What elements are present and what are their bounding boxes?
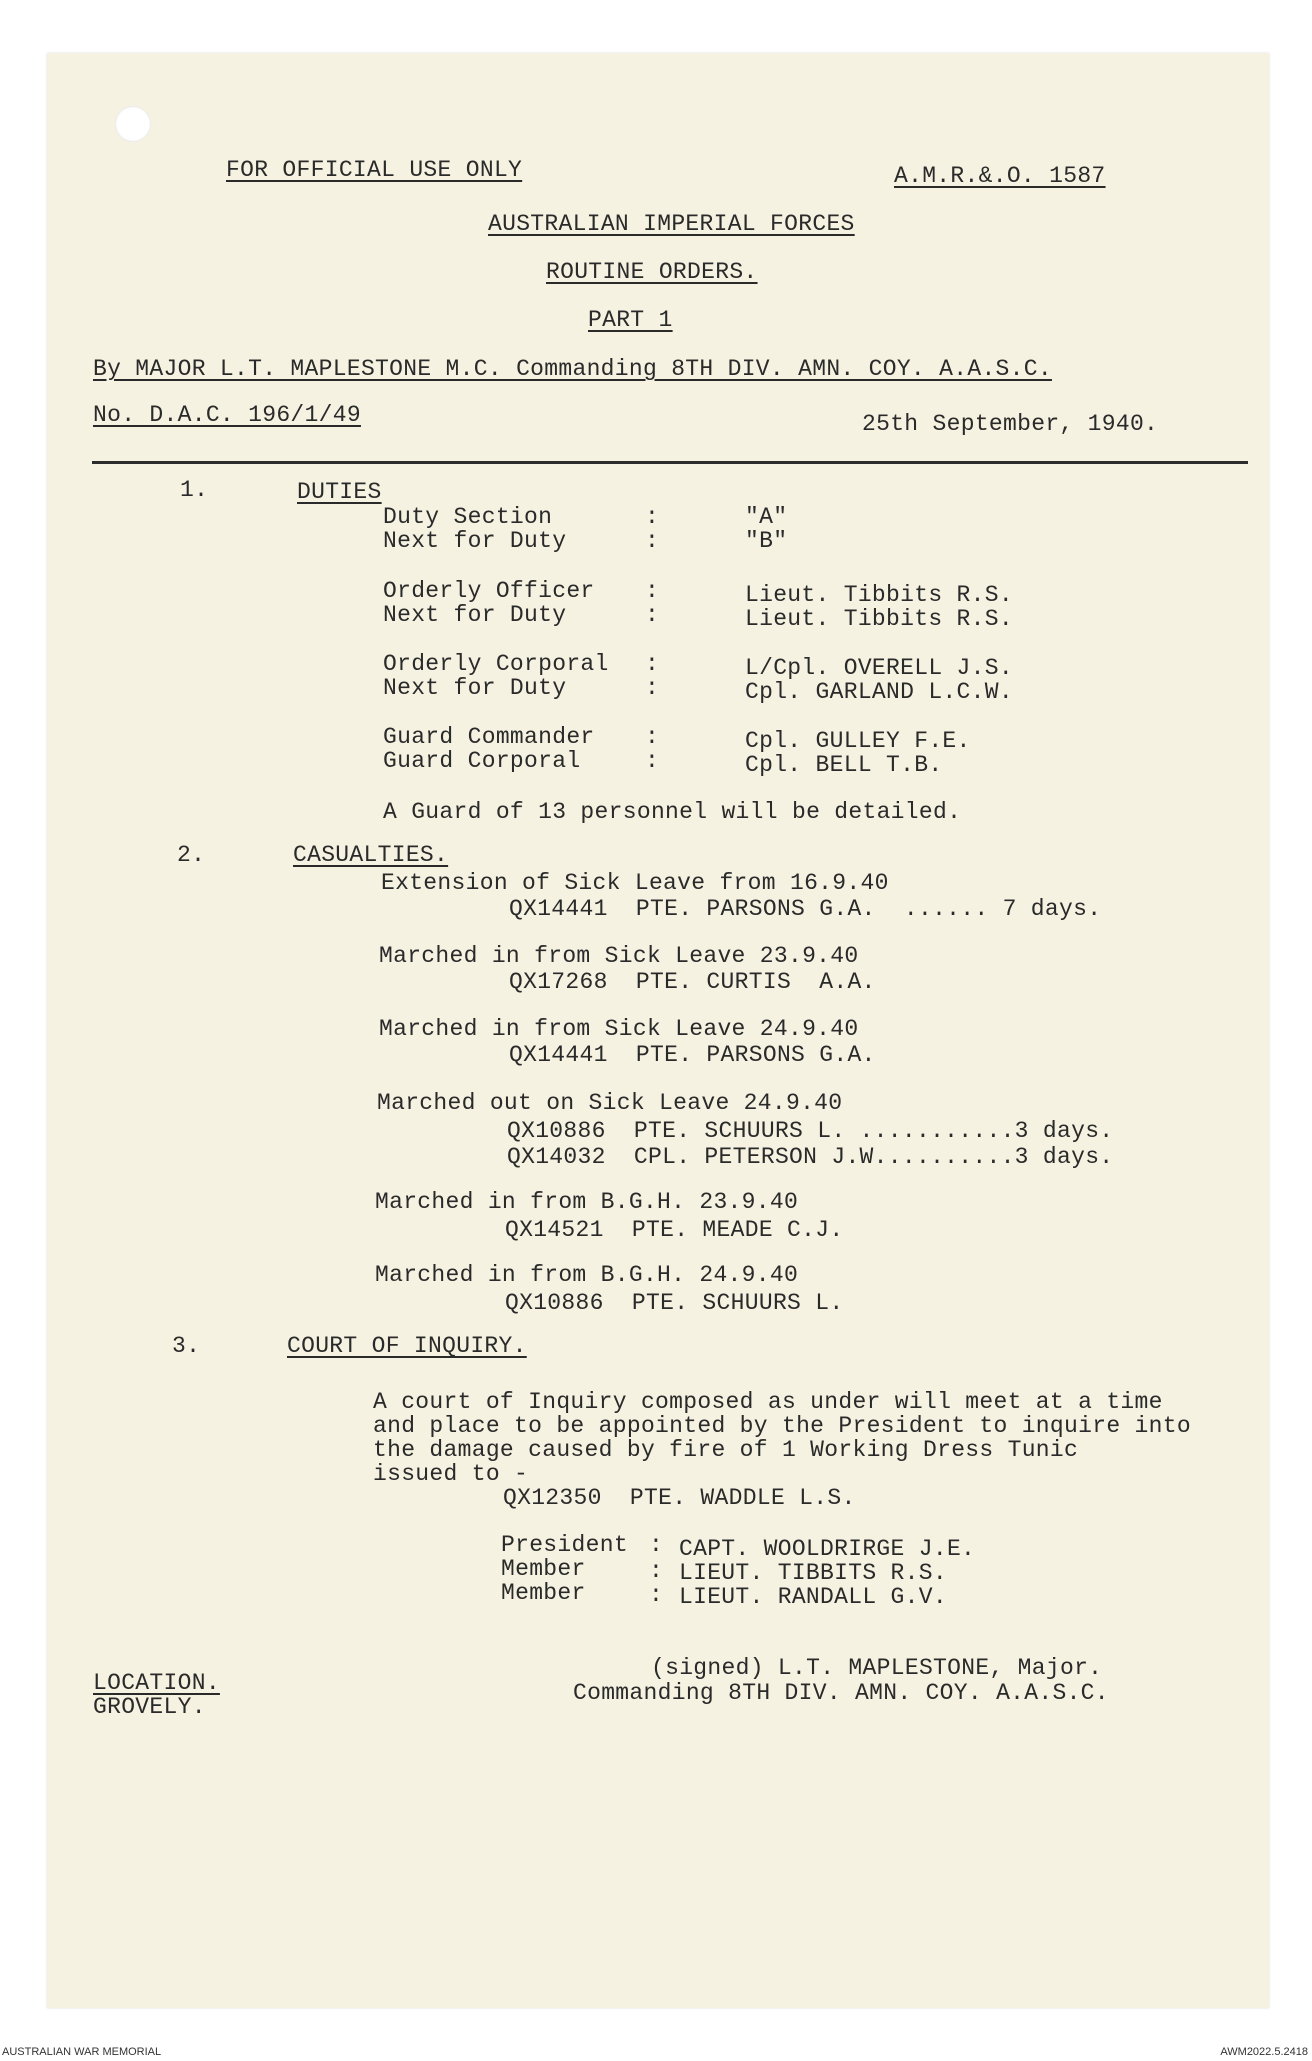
duty-value: Lieut. Tibbits R.S. bbox=[745, 582, 1013, 608]
member-name: CAPT. WOOLDRIRGE J.E. bbox=[679, 1536, 976, 1562]
section-heading-court: COURT OF INQUIRY. bbox=[287, 1333, 527, 1359]
inquiry-paragraph-line: and place to be appointed by the President to inquire into bbox=[373, 1413, 1191, 1439]
duty-value: L/Cpl. OVERELL J.S. bbox=[745, 655, 1013, 681]
signature-line: (signed) L.T. MAPLESTONE, Major. bbox=[651, 1655, 1103, 1681]
member-role: Member bbox=[501, 1556, 586, 1582]
signature-title: Commanding 8TH DIV. AMN. COY. A.A.S.C. bbox=[573, 1680, 1109, 1706]
duty-separator: : bbox=[645, 578, 660, 604]
duty-label: Next for Duty bbox=[383, 528, 567, 554]
casualty-title: Marched in from Sick Leave 24.9.40 bbox=[379, 1016, 859, 1042]
header-rule bbox=[92, 461, 1248, 464]
duty-value: Cpl. BELL T.B. bbox=[745, 752, 943, 778]
casualty-title: Marched out on Sick Leave 24.9.40 bbox=[377, 1090, 843, 1116]
duty-value: Cpl. GULLEY F.E. bbox=[745, 728, 971, 754]
section-heading-duties: DUTIES bbox=[297, 479, 382, 505]
archive-reference: AWM2022.5.2418 bbox=[1220, 2046, 1308, 2058]
guard-note: A Guard of 13 personnel will be detailed. bbox=[383, 799, 962, 825]
duty-value: Lieut. Tibbits R.S. bbox=[745, 606, 1013, 632]
duty-label: Orderly Officer bbox=[383, 578, 595, 604]
order-number: No. D.A.C. 196/1/49 bbox=[93, 402, 361, 428]
reference-number: A.M.R.&.O. 1587 bbox=[894, 163, 1106, 189]
casualty-line: QX14441 PTE. PARSONS G.A. bbox=[509, 1042, 876, 1068]
member-separator: : bbox=[649, 1582, 664, 1608]
order-date: 25th September, 1940. bbox=[862, 411, 1159, 437]
duty-label: Next for Duty bbox=[383, 602, 567, 628]
casualty-line: QX14032 CPL. PETERSON J.W..........3 days. bbox=[507, 1144, 1114, 1170]
inquiry-paragraph-line: issued to - bbox=[373, 1461, 529, 1487]
location-value: GROVELY. bbox=[93, 1694, 206, 1720]
casualty-line: QX10886 PTE. SCHUURS L. bbox=[505, 1290, 844, 1316]
org-heading: AUSTRALIAN IMPERIAL FORCES bbox=[488, 211, 855, 237]
duty-label: Guard Corporal bbox=[383, 748, 581, 774]
casualty-title: Marched in from Sick Leave 23.9.40 bbox=[379, 943, 859, 969]
casualty-line: QX17268 PTE. CURTIS A.A. bbox=[509, 969, 876, 995]
duty-value: "B" bbox=[745, 528, 788, 554]
duty-separator: : bbox=[645, 748, 660, 774]
duty-separator: : bbox=[645, 504, 660, 530]
document-title: ROUTINE ORDERS. bbox=[546, 259, 758, 285]
section-number: 3. bbox=[172, 1333, 201, 1359]
duty-separator: : bbox=[645, 602, 660, 628]
duty-label: Duty Section bbox=[383, 504, 553, 530]
member-name: LIEUT. TIBBITS R.S. bbox=[679, 1560, 947, 1586]
duty-label: Next for Duty bbox=[383, 675, 567, 701]
by-line: By MAJOR L.T. MAPLESTONE M.C. Commanding 8TH DIV. AMN. COY. A.A.S.C. bbox=[93, 356, 1052, 382]
part-heading: PART 1 bbox=[588, 307, 673, 333]
archive-credit: AUSTRALIAN WAR MEMORIAL bbox=[2, 2046, 162, 2058]
duty-separator: : bbox=[645, 675, 660, 701]
casualty-title: Marched in from B.G.H. 23.9.40 bbox=[375, 1189, 799, 1215]
duty-value: Cpl. GARLAND L.C.W. bbox=[745, 679, 1013, 705]
inquiry-subject: QX12350 PTE. WADDLE L.S. bbox=[503, 1485, 856, 1511]
casualty-title: Marched in from B.G.H. 24.9.40 bbox=[375, 1262, 799, 1288]
inquiry-paragraph-line: A court of Inquiry composed as under will meet at a time bbox=[373, 1389, 1163, 1415]
section-heading-casualties: CASUALTIES. bbox=[293, 842, 449, 868]
member-role: President bbox=[501, 1532, 628, 1558]
location-label: LOCATION. bbox=[93, 1670, 220, 1696]
member-role: Member bbox=[501, 1580, 586, 1606]
punch-hole bbox=[115, 106, 151, 142]
section-number: 1. bbox=[180, 477, 209, 503]
duty-value: "A" bbox=[745, 504, 788, 530]
duty-separator: : bbox=[645, 528, 660, 554]
casualty-line: QX14521 PTE. MEADE C.J. bbox=[505, 1217, 844, 1243]
section-number: 2. bbox=[177, 842, 206, 868]
casualty-line: QX14441 PTE. PARSONS G.A. ...... 7 days. bbox=[509, 896, 1102, 922]
casualty-line: QX10886 PTE. SCHUURS L. ...........3 days. bbox=[507, 1118, 1114, 1144]
duty-label: Guard Commander bbox=[383, 724, 595, 750]
member-name: LIEUT. RANDALL G.V. bbox=[679, 1584, 947, 1610]
security-marking: FOR OFFICIAL USE ONLY bbox=[226, 157, 523, 183]
duty-separator: : bbox=[645, 651, 660, 677]
casualty-title: Extension of Sick Leave from 16.9.40 bbox=[381, 870, 889, 896]
duty-separator: : bbox=[645, 724, 660, 750]
duty-label: Orderly Corporal bbox=[383, 651, 609, 677]
inquiry-paragraph-line: the damage caused by fire of 1 Working Dress Tunic bbox=[373, 1437, 1079, 1463]
member-separator: : bbox=[649, 1558, 664, 1584]
member-separator: : bbox=[649, 1532, 664, 1558]
